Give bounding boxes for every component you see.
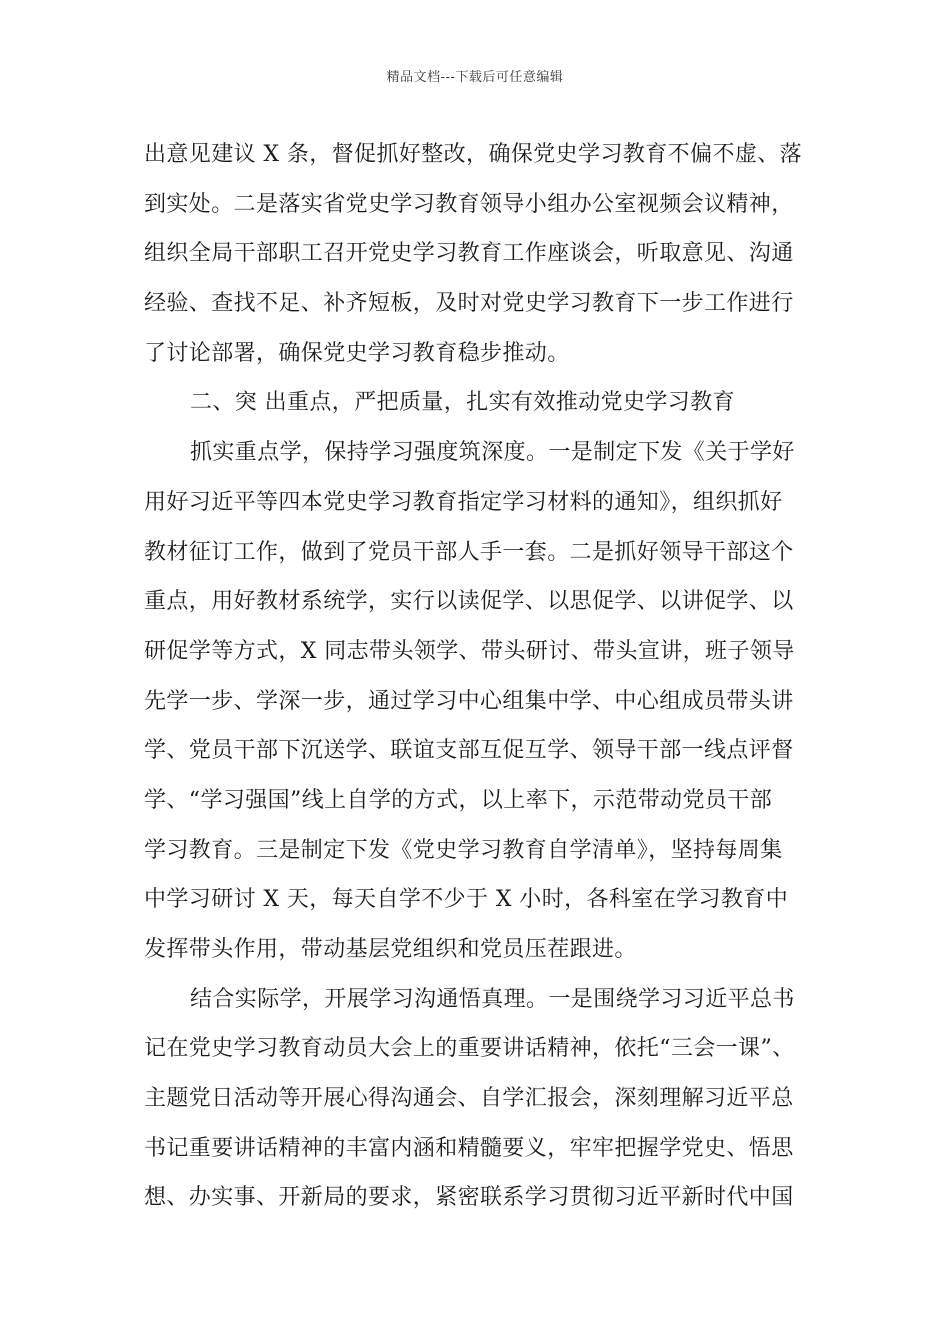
text-line: 发挥带头作用，带动基层党组织和党员压茬跟进。 bbox=[144, 937, 637, 962]
text-line: 书记重要讲话精神的丰富内涵和精髓要义，牢牢把握学党史、悟思 bbox=[144, 1135, 794, 1161]
text-line: 用好习近平等四本党史学习教育指定学习材料的通知》，组织抓好 bbox=[144, 489, 783, 515]
text-line: 组织全局干部职工召开党史学习教育工作座谈会，听取意见、沟通 bbox=[144, 241, 794, 267]
text-line: 二、突 出重点，严把质量，扎实有效推动党史学习教育 bbox=[190, 390, 735, 416]
text-line: 想、办实事、开新局的要求，紧密联系学习贯彻习近平新时代中国 bbox=[144, 1185, 794, 1211]
text-line: 研促学等方式，X 同志带头领学、带头研讨、带头宣讲，班子领导 bbox=[144, 638, 795, 664]
text-line: 了讨论部署，确保党史学习教育稳步推动。 bbox=[144, 340, 570, 366]
text-line: 经验、查找不足、补齐短板，及时对党史学习教育下一步工作进行 bbox=[144, 291, 794, 317]
text-line: 学、“学习强国”线上自学的方式，以上率下，示范带动党员干部 bbox=[144, 787, 773, 813]
text-line: 教材征订工作，做到了党员干部人手一套。二是抓好领导干部这个 bbox=[144, 539, 794, 565]
text-line: 学、党员干部下沉送学、联谊支部互促互学、领导干部一线点评督 bbox=[144, 738, 794, 764]
page-header: 精品文档---下载后可任意编辑 bbox=[386, 70, 564, 85]
text-line: 主题党日活动等开展心得沟通会、自学汇报会，深刻理解习近平总 bbox=[144, 1086, 794, 1112]
text-line: 先学一步、学深一步，通过学习中心组集中学、中心组成员带头讲 bbox=[144, 688, 794, 714]
text-line: 出意见建议 X 条，督促抓好整改，确保党史学习教育不偏不虚、落 bbox=[144, 142, 803, 167]
text-line: 重点，用好教材系统学，实行以读促学、以思促学、以讲促学、以 bbox=[144, 589, 794, 615]
text-line: 结合实际学，开展学习沟通悟真理。一是围绕学习习近平总书 bbox=[190, 986, 795, 1012]
text-line: 学习教育。三是制定下发《党史学习教育自学清单》，坚持每周集 bbox=[144, 837, 783, 863]
text-line: 记在党史学习教育动员大会上的重要讲话精神，依托“三会一课”、 bbox=[144, 1036, 795, 1062]
document-body bbox=[144, 130, 816, 1223]
text-line: 到实处。二是落实省党史学习教育领导小组办公室视频会议精神， bbox=[144, 191, 794, 217]
text-line: 抓实重点学，保持学习强度筑深度。一是制定下发《关于学好 bbox=[190, 440, 795, 466]
text-line: 中学习研讨 X 天，每天自学不少于 X 小时，各科室在学习教育中 bbox=[144, 887, 789, 913]
